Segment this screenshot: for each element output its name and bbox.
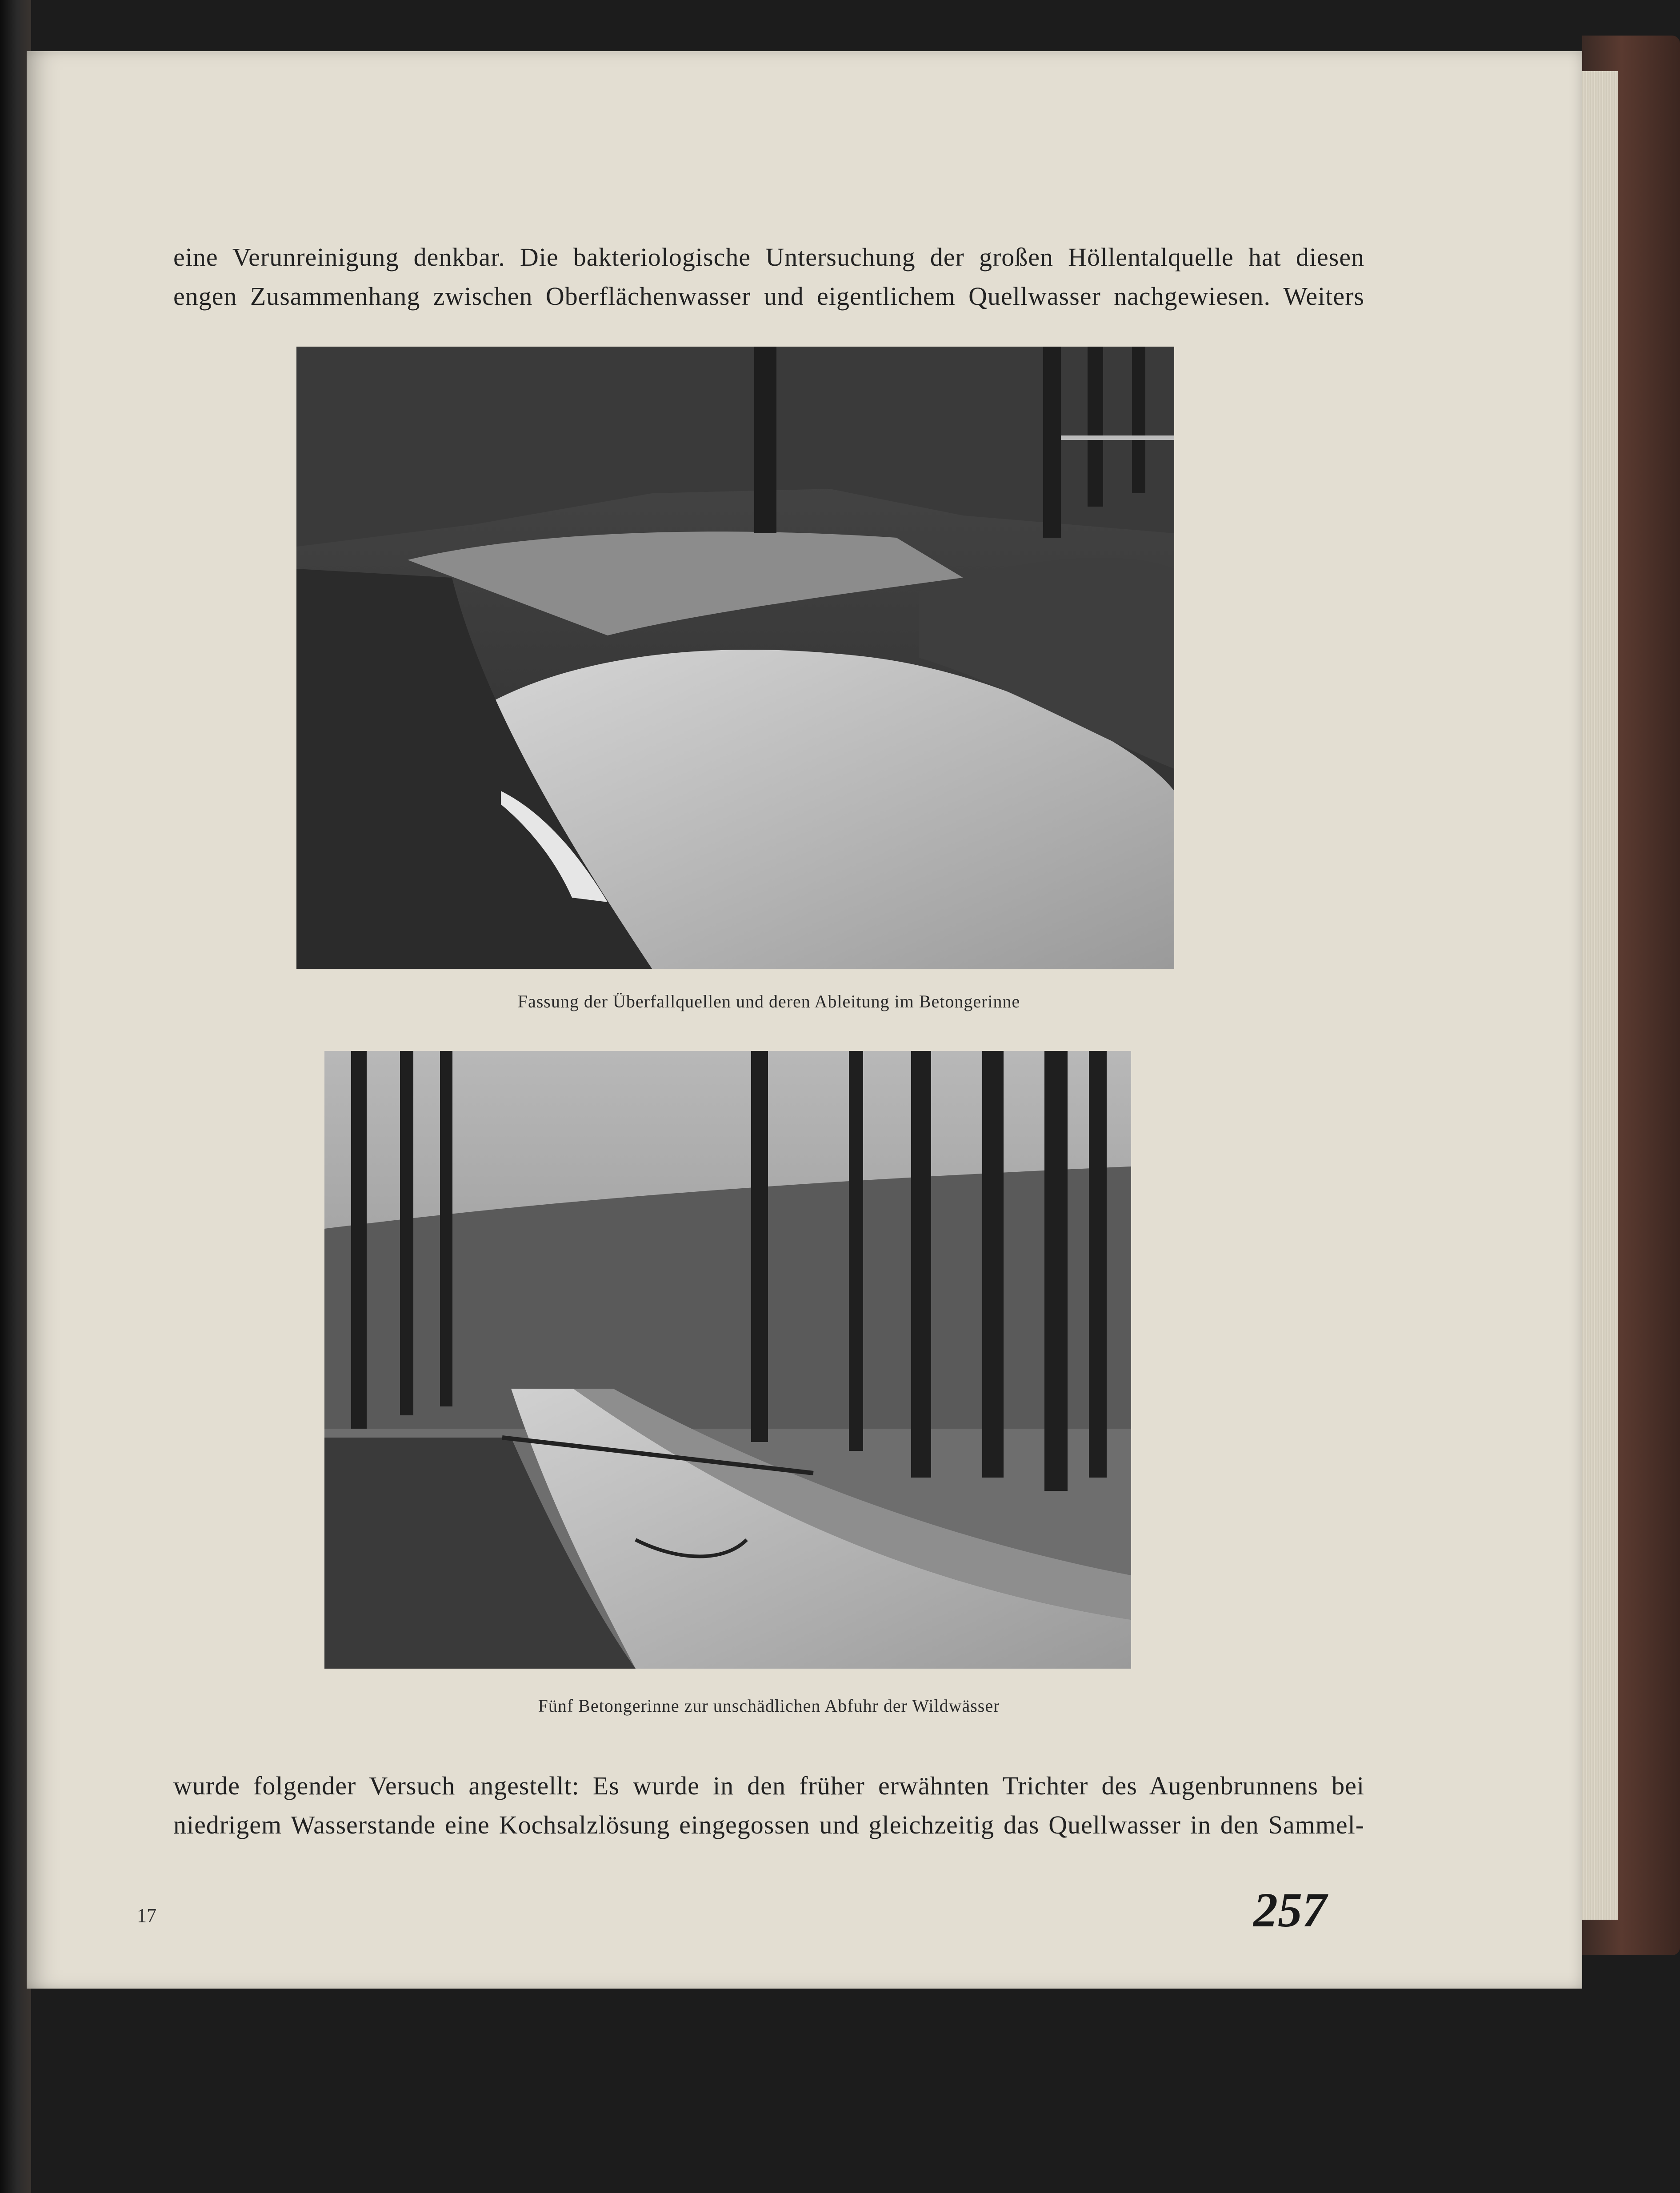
signature-mark: 17 bbox=[137, 1905, 156, 1926]
photo-spring-channel bbox=[296, 347, 1174, 969]
figure-caption: Fünf Betongerinne zur unschädlichen Abfuhr der Wildwässer bbox=[538, 1696, 1000, 1716]
figure-caption: Fassung der Überfallquellen und deren Ableitung im Betongerinne bbox=[517, 991, 1020, 1011]
text-line: wurde folgender Versuch angestellt: Es wurde in den früher erwähnten Trichter des Augenbrunnens bei bbox=[173, 1771, 1364, 1800]
text-line: eine Verunreinigung denkbar. Die bakteriologische Untersuchung der großen Höllentalquelle hat diesen bbox=[173, 243, 1364, 272]
page-number: 257 bbox=[1253, 1883, 1327, 1937]
text-line: engen Zusammenhang zwischen Oberflächenwasser und eigentlichem Quellwasser nachgewiesen. Weiters bbox=[173, 282, 1364, 311]
bottom-paragraph bbox=[173, 1766, 1364, 1845]
text-line: niedrigem Wasserstande eine Kochsalzlösung eingegossen und gleichzeitig das Quellwasser in den Sammel- bbox=[173, 1810, 1364, 1839]
book-page bbox=[27, 51, 1582, 1989]
top-paragraph bbox=[173, 238, 1364, 316]
photo-concrete-channels bbox=[324, 1051, 1131, 1669]
